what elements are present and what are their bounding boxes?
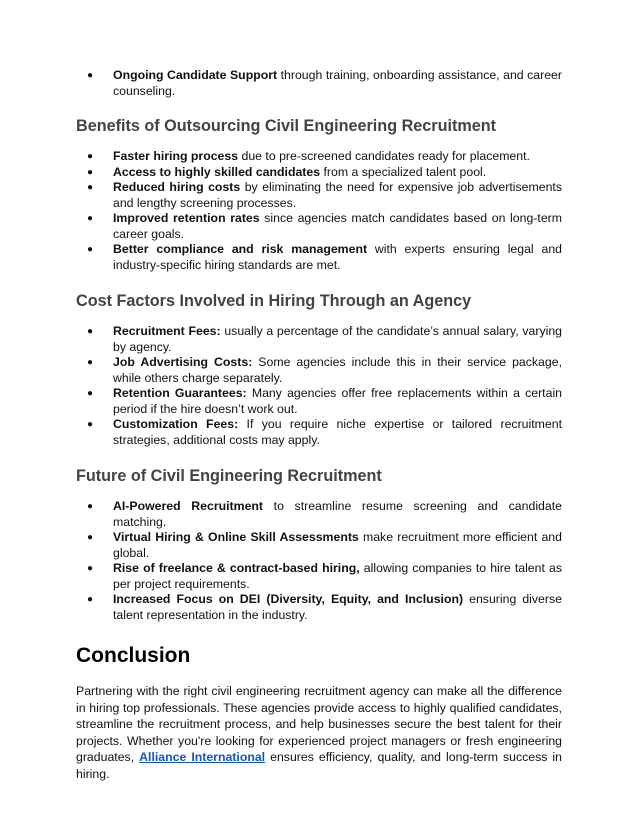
item-text: allowing companies to hire talent as per project requirements. (113, 561, 562, 591)
item-text: If you require niche expertise or tailored recruitment strategies, additional costs may apply. (113, 417, 562, 447)
future-heading: Future of Civil Engineering Recruitment (76, 467, 382, 485)
item-text: since agencies match candidates based on long-term career goals. (113, 211, 562, 241)
benefits-heading: Benefits of Outsourcing Civil Engineering Recruitment (76, 117, 497, 135)
item-text: from a specialized talent pool. (320, 164, 487, 179)
bullet-icon: ● (87, 594, 94, 605)
item-bold: AI-Powered Recruitment (113, 499, 264, 513)
item-bold: Access to highly skilled candidates (113, 164, 321, 179)
list-item (76, 530, 562, 561)
list-item (76, 561, 562, 592)
bullet-icon: ● (87, 419, 94, 430)
item-bold: Improved retention rates (113, 211, 260, 225)
conclusion-text-end: ensures efficiency, quality, and long-term success in hiring. (76, 750, 563, 781)
bullet-icon: ● (87, 326, 94, 337)
item-bold: Ongoing Candidate Support (113, 68, 278, 82)
item-text: usually a percentage of the candidate’s annual salary, varying by agency. (113, 324, 563, 354)
item-bold: Faster hiring process (113, 149, 239, 163)
item-text: through training, onboarding assistance, and career counseling. (113, 68, 562, 98)
list-item (76, 68, 562, 99)
item-bold: Recruitment Fees: (113, 324, 221, 338)
item-text: due to pre-screened candidates ready for placement. (238, 149, 530, 163)
future-list (76, 499, 562, 623)
bullet-icon: ● (87, 213, 94, 224)
item-bold: Rise of freelance & contract-based hiring, (113, 561, 360, 575)
bullet-icon: ● (87, 357, 94, 368)
costs-list (76, 324, 562, 448)
intro-list (76, 68, 562, 99)
item-text: Many agencies offer free replacements within a certain period if the hire doesn’t work out. (113, 386, 563, 416)
item-bold: Job Advertising Costs: (113, 355, 253, 369)
costs-heading: Cost Factors Involved in Hiring Through an Agency (76, 292, 472, 310)
list-item (76, 417, 562, 448)
list-item (76, 592, 562, 623)
conclusion-heading: Conclusion (76, 644, 191, 667)
list-item (76, 386, 562, 417)
item-text: with experts ensuring legal and industry-specific hiring standards are met. (113, 242, 563, 272)
bullet-icon: ● (87, 388, 94, 399)
bullet-icon: ● (87, 244, 94, 255)
item-bold: Reduced hiring costs (113, 180, 241, 194)
list-item (76, 499, 562, 530)
item-text: ensuring diverse talent representation in the industry. (113, 592, 562, 622)
list-item (76, 180, 562, 211)
bullet-icon: ● (87, 182, 94, 193)
list-item (76, 165, 562, 181)
item-bold: Retention Guarantees: (113, 386, 247, 400)
bullet-icon: ● (87, 70, 94, 81)
bullet-icon: ● (87, 563, 94, 574)
list-item (76, 242, 562, 273)
conclusion-text: Partnering with the right civil engineering recruitment agency can make all the difference in hiring top professionals. These agencies provide access to highly qualified candidates, streamline the recruitment process, and help businesses secure the best talent for their projects. Whether you're looking for experienced project managers or fresh engineering graduates, (76, 684, 562, 764)
alliance-international-link[interactable]: Alliance International (139, 750, 266, 764)
list-item (76, 355, 562, 386)
conclusion-paragraph (76, 683, 562, 782)
bullet-icon: ● (87, 532, 94, 543)
item-bold: Increased Focus on DEI (Diversity, Equity, and Inclusion) (113, 592, 464, 606)
item-text: make recruitment more efficient and global. (113, 530, 562, 560)
list-item (76, 324, 562, 355)
item-text: to streamline resume screening and candidate matching. (113, 499, 562, 529)
list-item (76, 211, 562, 242)
item-text: by eliminating the need for expensive job advertisements and lengthy screening processes. (113, 180, 562, 210)
bullet-icon: ● (87, 501, 94, 512)
list-item (76, 149, 562, 165)
item-bold: Customization Fees: (113, 417, 239, 431)
item-bold: Virtual Hiring & Online Skill Assessments (113, 530, 359, 544)
benefits-list (76, 149, 562, 273)
bullet-icon: ● (87, 166, 94, 178)
bullet-icon: ● (87, 151, 94, 162)
item-text: Some agencies include this in their service package, while others charge separately. (113, 355, 562, 385)
item-bold: Better compliance and risk management (113, 242, 368, 256)
